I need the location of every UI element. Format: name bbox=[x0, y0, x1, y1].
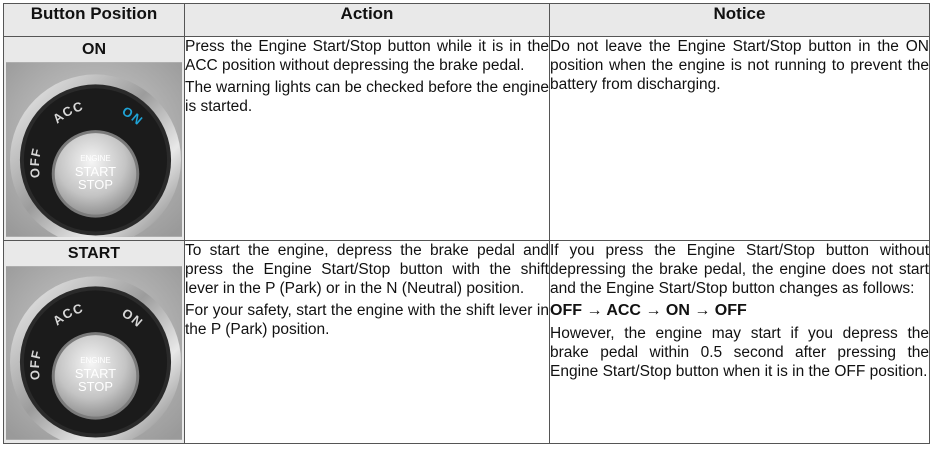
svg-text:OFF bbox=[27, 348, 45, 381]
arrow-right-icon: → bbox=[694, 302, 711, 319]
table-row-start bbox=[4, 241, 930, 444]
action-text: To start the engine, depress the brake pedal and press the Engine Start/Stop button with the shift lever in the P (Park) or in the N (Neutral) position. bbox=[185, 242, 549, 297]
header-button-position: Button Position bbox=[4, 4, 185, 37]
notice-text: However, the engine may start if you depress the brake pedal within 0.5 second after pressing the Engine Start/Stop button when it is in the OFF position. bbox=[550, 325, 929, 380]
position-label: ON bbox=[82, 41, 106, 58]
knob-label-start: START bbox=[74, 163, 117, 179]
knob-label-start: START bbox=[74, 365, 117, 381]
position-label: START bbox=[67, 245, 121, 262]
knob-label-stop: STOP bbox=[78, 176, 113, 192]
header-action: Action bbox=[185, 4, 550, 37]
notice-text: Do not leave the Engine Start/Stop button in the ON position when the engine is not running to prevent the battery from discharging. bbox=[550, 38, 929, 93]
engine-button-table bbox=[3, 3, 930, 444]
notice-text: If you press the Engine Start/Stop button without depressing the brake pedal, the engine does not start and the Engine Start/Stop button changes as follows: bbox=[550, 242, 929, 297]
ring-label-off: OFF bbox=[26, 146, 45, 179]
sequence-state-off: OFF bbox=[714, 302, 747, 319]
action-text: For your safety, start the engine with the shift lever in the P (Park) position. bbox=[185, 302, 549, 338]
position-cell-start bbox=[4, 241, 185, 444]
knob-label-stop: STOP bbox=[78, 378, 113, 394]
notice-cell-start bbox=[550, 241, 930, 444]
ring-label-on-highlighted: ON bbox=[119, 103, 147, 129]
svg-text:OFF bbox=[27, 146, 45, 179]
knob-label-engine: ENGINE bbox=[80, 355, 111, 365]
ring-label-acc: ACC bbox=[49, 300, 86, 329]
ring-label-acc: ACC bbox=[49, 98, 86, 127]
action-cell-on bbox=[185, 37, 550, 241]
action-text: Press the Engine Start/Stop button while it is in the ACC position without depressing the brake pedal. bbox=[185, 38, 549, 74]
table-row-on bbox=[4, 37, 930, 241]
arrow-right-icon: → bbox=[586, 302, 603, 319]
position-cell-on bbox=[4, 37, 185, 241]
action-text: The warning lights can be checked before the engine is started. bbox=[185, 79, 549, 115]
sequence-state-acc: ACC bbox=[606, 302, 641, 319]
header-row bbox=[4, 4, 930, 37]
start-stop-button-image-start bbox=[6, 266, 182, 440]
engine-start-stop-button-icon bbox=[6, 62, 182, 237]
start-stop-button-image-on bbox=[6, 62, 182, 237]
sequence-state-off: OFF bbox=[550, 302, 582, 319]
knob-label-engine: ENGINE bbox=[80, 153, 111, 163]
ring-label-off: OFF bbox=[26, 348, 45, 381]
action-cell-start bbox=[185, 241, 550, 444]
engine-start-stop-button-icon bbox=[6, 266, 182, 440]
notice-cell-on bbox=[550, 37, 930, 241]
state-sequence bbox=[550, 301, 929, 320]
header-notice: Notice bbox=[550, 4, 930, 37]
sequence-state-on: ON bbox=[665, 302, 690, 319]
arrow-right-icon: → bbox=[645, 302, 662, 319]
ring-label-on: ON bbox=[119, 305, 147, 331]
